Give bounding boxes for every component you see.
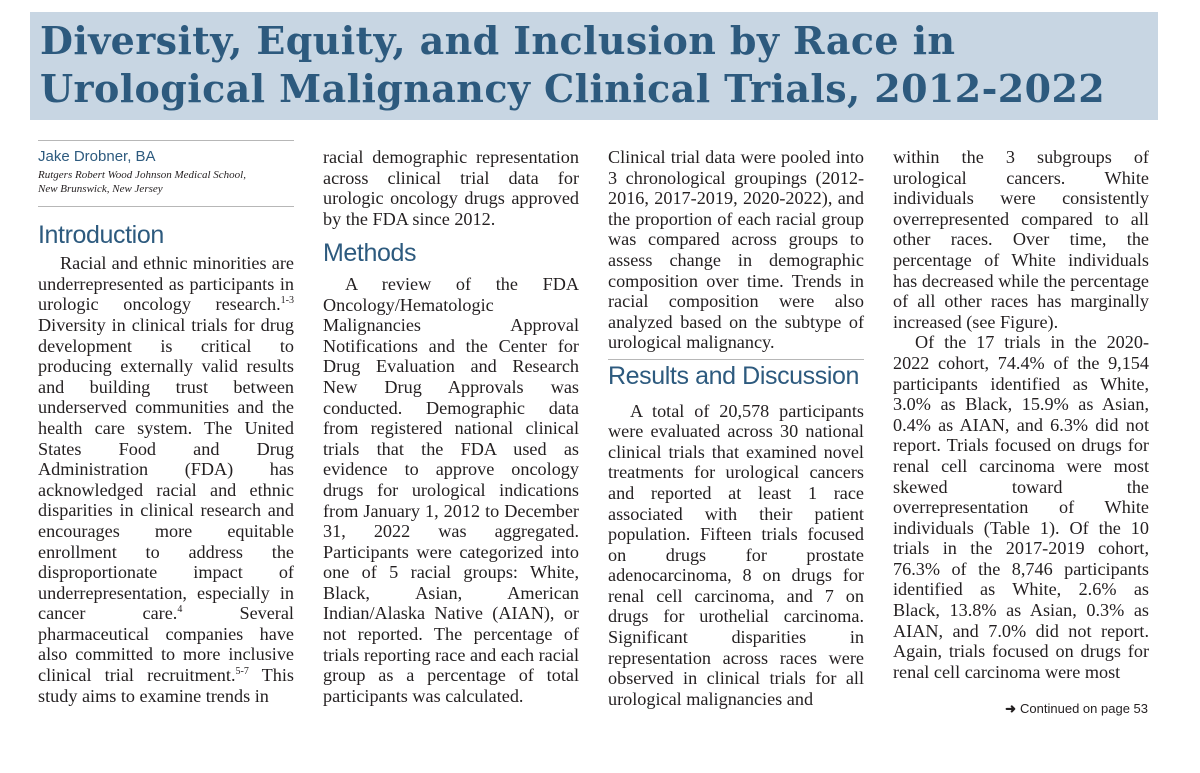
column-2 xyxy=(323,147,579,737)
intro-text-d: This study aims to examine trends in xyxy=(38,665,295,706)
article-title-line-2: Urological Malignancy Clinical Trials, 2012-2022 xyxy=(40,66,1106,111)
results-heading: Results and Discussion xyxy=(608,361,860,390)
author-name: Jake Drobner, BA xyxy=(38,148,156,165)
intro-ref-1: 1-3 xyxy=(280,295,294,307)
article-title-line-1: Diversity, Equity, and Inclusion by Race in xyxy=(40,18,956,63)
continued-text: Continued on page 53 xyxy=(1020,701,1148,716)
results-paragraph-1-continued: within the 3 subgroups of urological cancers. White individuals were consistently overrepresented compared to all other races. Over time, the percentage of White individuals has decreased while the percentage of all other races has marginally increased (see Figure). xyxy=(893,147,1149,332)
results-paragraph-1: A total of 20,578 participants were evaluated across 30 national clinical trials that examined novel treatments for urological cancers and reported at least 1 race associated with their patient population. Fifteen trials focused on drugs for prostate adenocarcinoma, 8 on drugs for renal cell carcinoma, and 7 on drugs for urothelial carcinoma. Significant disparities in representation across races were observed in clinical trials for all urological malignancies and xyxy=(608,400,864,709)
continued-note xyxy=(1005,701,1148,717)
column-3 xyxy=(608,147,864,737)
column-4 xyxy=(893,147,1149,737)
methods-paragraph-continued: Clinical trial data were pooled into 3 chronological groupings (2012-2016, 2017-2019, 2020-2022), and the proportion of each racial group was compared across groups to assess change in demographic composition over time. Trends in racial composition were also analyzed based on the subtype of urological malignancy. xyxy=(608,147,864,353)
results-paragraph-2: Of the 17 trials in the 2020-2022 cohort, 74.4% of the 9,154 participants identified as White, 3.0% as Black, 15.9% as Asian, 0.4% as AIAN, and 6.3% did not report. Trials focused on drugs for renal cell carcinoma were most skewed toward the overrepresentation of White individuals (Table 1). Of the 10 trials in the 2017-2019 cohort, 76.3% of the 8,746 participants identified as White, 2.6% as Black, 13.8% as Asian, 0.3% as AIAN, and 7.0% did not report. Again, trials focused on drugs for renal cell carcinoma were most xyxy=(893,332,1149,682)
author-affiliation-line-1: Rutgers Robert Wood Johnson Medical School, xyxy=(38,168,246,181)
introduction-heading: Introduction xyxy=(38,220,164,249)
results-top-rule xyxy=(608,359,864,360)
methods-paragraph: A review of the FDA Oncology/Hematologic Malignancies Approval Notifications and the Center for Drug Evaluation and Research New Drug Approvals was conducted. Demographic data from registered national clinical trials that the FDA used as evidence to approve oncology drugs for urological indications from January 1, 2012 to December 31, 2022 was aggregated. Participants were categorized into one of 5 racial groups: White, Black, Asian, American Indian/Alaska Native (AIAN), or not reported. The percentage of trials reporting race and each racial group as a percentage of total participants was calculated. xyxy=(323,273,579,706)
author-bottom-rule xyxy=(38,206,294,207)
intro-ref-2: 4 xyxy=(177,604,183,616)
right-arrow-icon: ➜ xyxy=(1005,701,1017,716)
author-affiliation-line-2: New Brunswick, New Jersey xyxy=(38,182,163,195)
title-banner xyxy=(30,12,1158,120)
intro-ref-3: 5-7 xyxy=(235,666,249,677)
intro-text-a: Racial and ethnic minorities are underrepresented as participants in urologic oncology research. xyxy=(38,253,294,315)
intro-text-b: Diversity in clinical trials for drug development is critical to producing externally valid results and building trust between underserved communities and the health care system. The United States Food and Drug Administration (FDA) has acknowledged racial and ethnic disparities in clinical research and encourages more equitable enrollment to address the disproportionate impact of underrepresentation, especially in cancer care. xyxy=(38,314,294,624)
introduction-paragraph-continued: racial demographic representation across clinical trial data for urologic oncology drugs approved by the FDA since 2012. xyxy=(323,147,579,229)
introduction-paragraph xyxy=(38,253,294,706)
author-top-rule xyxy=(38,140,294,141)
methods-heading: Methods xyxy=(323,239,417,268)
intro-text-c: Several pharmaceutical companies have also committed to more inclusive clinical trial recruitment. xyxy=(38,603,294,686)
column-1 xyxy=(38,140,294,730)
